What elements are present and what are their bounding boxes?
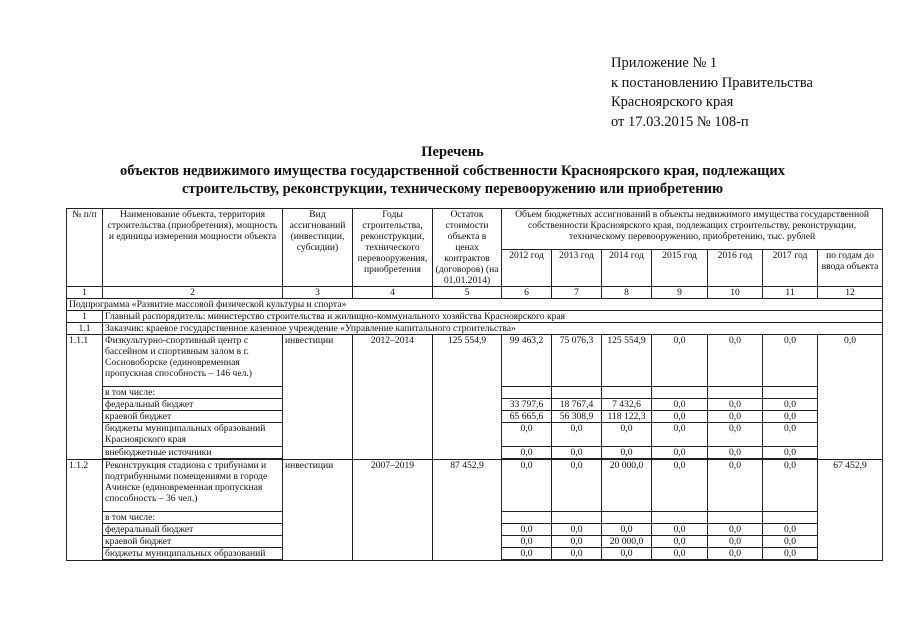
objects-table (66, 208, 883, 561)
row-num: 1.1 (67, 323, 103, 335)
header-budget: Объем бюджетных ассигнований в объекты недвижимого имущества государственной собственности Красноярского края, подлежащих строительству, реконструкции, техническому перевооружению, приобретению, тыс. рублей (502, 209, 883, 250)
colnum: 10 (708, 287, 763, 299)
ext-2015: 0,0 (652, 447, 708, 459)
mun-2016: 0,0 (708, 548, 763, 560)
object-years: 2007–2019 (353, 460, 433, 561)
mun-2012: 0,0 (502, 548, 552, 560)
value-2012: 99 463,2 (502, 335, 552, 387)
header-tail: по годам до ввода объекта (818, 250, 883, 287)
mun-2013: 0,0 (552, 548, 602, 560)
colnum: 11 (763, 287, 818, 299)
header-num: № п/п (67, 209, 103, 287)
header-2015: 2015 год (652, 250, 708, 287)
mun-2014: 0,0 (602, 548, 652, 560)
municipal-label: бюджеты муниципальных образований (103, 548, 283, 560)
header-name: Наименование объекта, территория строительства (приобретения), мощность и единицы измерения мощности объекта (103, 209, 283, 287)
header-remainder: Остаток стоимости объекта в ценах контрактов (договоров) (на 01.01.2014) (433, 209, 502, 287)
reg-2017: 0,0 (763, 536, 818, 548)
mun-2015: 0,0 (652, 548, 708, 560)
value-2016: 0,0 (708, 460, 763, 512)
fed-2012: 0,0 (502, 524, 552, 536)
title-line-2: объектов недвижимого имущества государственной собственности Красноярского края, подлежащих (120, 162, 785, 179)
fed-2013: 18 767,4 (552, 399, 602, 411)
value-2015: 0,0 (652, 460, 708, 512)
fed-2014: 7 432,6 (602, 399, 652, 411)
object-years: 2012–2014 (353, 335, 433, 460)
mun-2014: 0,0 (602, 423, 652, 447)
header-2012: 2012 год (502, 250, 552, 287)
appendix-line-3: Красноярского края (611, 94, 734, 110)
object-num: 1.1.2 (67, 460, 103, 561)
fed-2017: 0,0 (763, 399, 818, 411)
object-name: Реконструкция стадиона с трибунами и подтрибунными помещениями в городе Ачинске (единовременная пропускная способность – 36 чел.) (103, 460, 283, 512)
reg-2013: 0,0 (552, 536, 602, 548)
reg-2013: 56 308,9 (552, 411, 602, 423)
colnum: 4 (353, 287, 433, 299)
document-title (0, 143, 905, 199)
appendix-line-1: Приложение № 1 (611, 55, 718, 71)
value-2017: 0,0 (763, 460, 818, 512)
reg-2017: 0,0 (763, 411, 818, 423)
sub-label: в том числе: (103, 512, 283, 524)
colnum: 6 (502, 287, 552, 299)
ext-2013: 0,0 (552, 447, 602, 459)
object-remainder: 87 452,9 (433, 460, 502, 561)
mun-2016: 0,0 (708, 423, 763, 447)
colnum: 5 (433, 287, 502, 299)
object-row (67, 460, 883, 512)
subprogram-title: Подпрограмма «Развитие массовой физической культуры и спорта» (67, 299, 883, 311)
appendix-block (611, 54, 813, 132)
object-num: 1.1.1 (67, 335, 103, 460)
fed-2014: 0,0 (602, 524, 652, 536)
ext-2017: 0,0 (763, 447, 818, 459)
object-name: Физкультурно-спортивный центр с бассейном и спортивным залом в г. Сосновоборске (единовременная пропускная способность – 146 чел.) (103, 335, 283, 387)
object-kind: инвестиции (283, 460, 353, 561)
reg-2014: 118 122,3 (602, 411, 652, 423)
header-2017: 2017 год (763, 250, 818, 287)
fed-2017: 0,0 (763, 524, 818, 536)
distributor-row (67, 311, 883, 323)
row-num: 1 (67, 311, 103, 323)
distributor-text: Главный распорядитель: министерство строительства и жилищно-коммунального хозяйства Красноярского края (103, 311, 883, 323)
mun-2015: 0,0 (652, 423, 708, 447)
title-line-3: строительству, реконструкции, техническому перевооружению или приобретению (181, 181, 724, 197)
colnum: 8 (602, 287, 652, 299)
header-years: Годы строительства, реконструкции, технического перевооружения, приобретения (353, 209, 433, 287)
customer-row (67, 323, 883, 335)
value-2013: 0,0 (552, 460, 602, 512)
fed-2015: 0,0 (652, 524, 708, 536)
mun-2017: 0,0 (763, 423, 818, 447)
mun-2017: 0,0 (763, 548, 818, 560)
subprogram-row (67, 299, 883, 311)
regional-label: краевой бюджет (103, 411, 283, 423)
reg-2012: 0,0 (502, 536, 552, 548)
object-remainder: 125 554,9 (433, 335, 502, 460)
reg-2016: 0,0 (708, 536, 763, 548)
header-2016: 2016 год (708, 250, 763, 287)
reg-2016: 0,0 (708, 411, 763, 423)
colnum: 7 (552, 287, 602, 299)
value-2014: 125 554,9 (602, 335, 652, 387)
colnum: 9 (652, 287, 708, 299)
regional-label: краевой бюджет (103, 536, 283, 548)
reg-2015: 0,0 (652, 536, 708, 548)
fed-2013: 0,0 (552, 524, 602, 536)
colnum: 1 (67, 287, 103, 299)
appendix-line-2: к постановлению Правительства (611, 74, 813, 91)
federal-label: федеральный бюджет (103, 524, 283, 536)
ext-2014: 0,0 (602, 447, 652, 459)
value-2017: 0,0 (763, 335, 818, 387)
extrabudget-label: внебюджетные источники (103, 447, 283, 459)
mun-2012: 0,0 (502, 423, 552, 447)
ext-2012: 0,0 (502, 447, 552, 459)
reg-2014: 20 000,0 (602, 536, 652, 548)
object-kind: инвестиции (283, 335, 353, 460)
value-tail: 0,0 (818, 335, 883, 460)
title-line-1: Перечень (421, 144, 484, 160)
fed-2016: 0,0 (708, 524, 763, 536)
value-2015: 0,0 (652, 335, 708, 387)
fed-2016: 0,0 (708, 399, 763, 411)
fed-2015: 0,0 (652, 399, 708, 411)
reg-2012: 65 665,6 (502, 411, 552, 423)
sub-label: в том числе: (103, 387, 283, 399)
header-kind: Вид ассигнований (инвестиции, субсидии) (283, 209, 353, 287)
value-2014: 20 000,0 (602, 460, 652, 512)
federal-label: федеральный бюджет (103, 399, 283, 411)
header-row-1 (67, 209, 883, 250)
value-2012: 0,0 (502, 460, 552, 512)
colnum: 12 (818, 287, 883, 299)
value-tail: 67 452,9 (818, 460, 883, 561)
header-2013: 2013 год (552, 250, 602, 287)
reg-2015: 0,0 (652, 411, 708, 423)
value-2016: 0,0 (708, 335, 763, 387)
header-2014: 2014 год (602, 250, 652, 287)
value-2013: 75 076,3 (552, 335, 602, 387)
municipal-label: бюджеты муниципальных образований Красноярского края (103, 423, 283, 447)
customer-text: Заказчик: краевое государственное казенное учреждение «Управление капитального строительства» (103, 323, 883, 335)
object-row (67, 335, 883, 387)
fed-2012: 33 797,6 (502, 399, 552, 411)
ext-2016: 0,0 (708, 447, 763, 459)
column-numbers-row (67, 287, 883, 299)
appendix-line-4: от 17.03.2015 № 108-п (611, 113, 749, 130)
mun-2013: 0,0 (552, 423, 602, 447)
colnum: 2 (103, 287, 283, 299)
colnum: 3 (283, 287, 353, 299)
